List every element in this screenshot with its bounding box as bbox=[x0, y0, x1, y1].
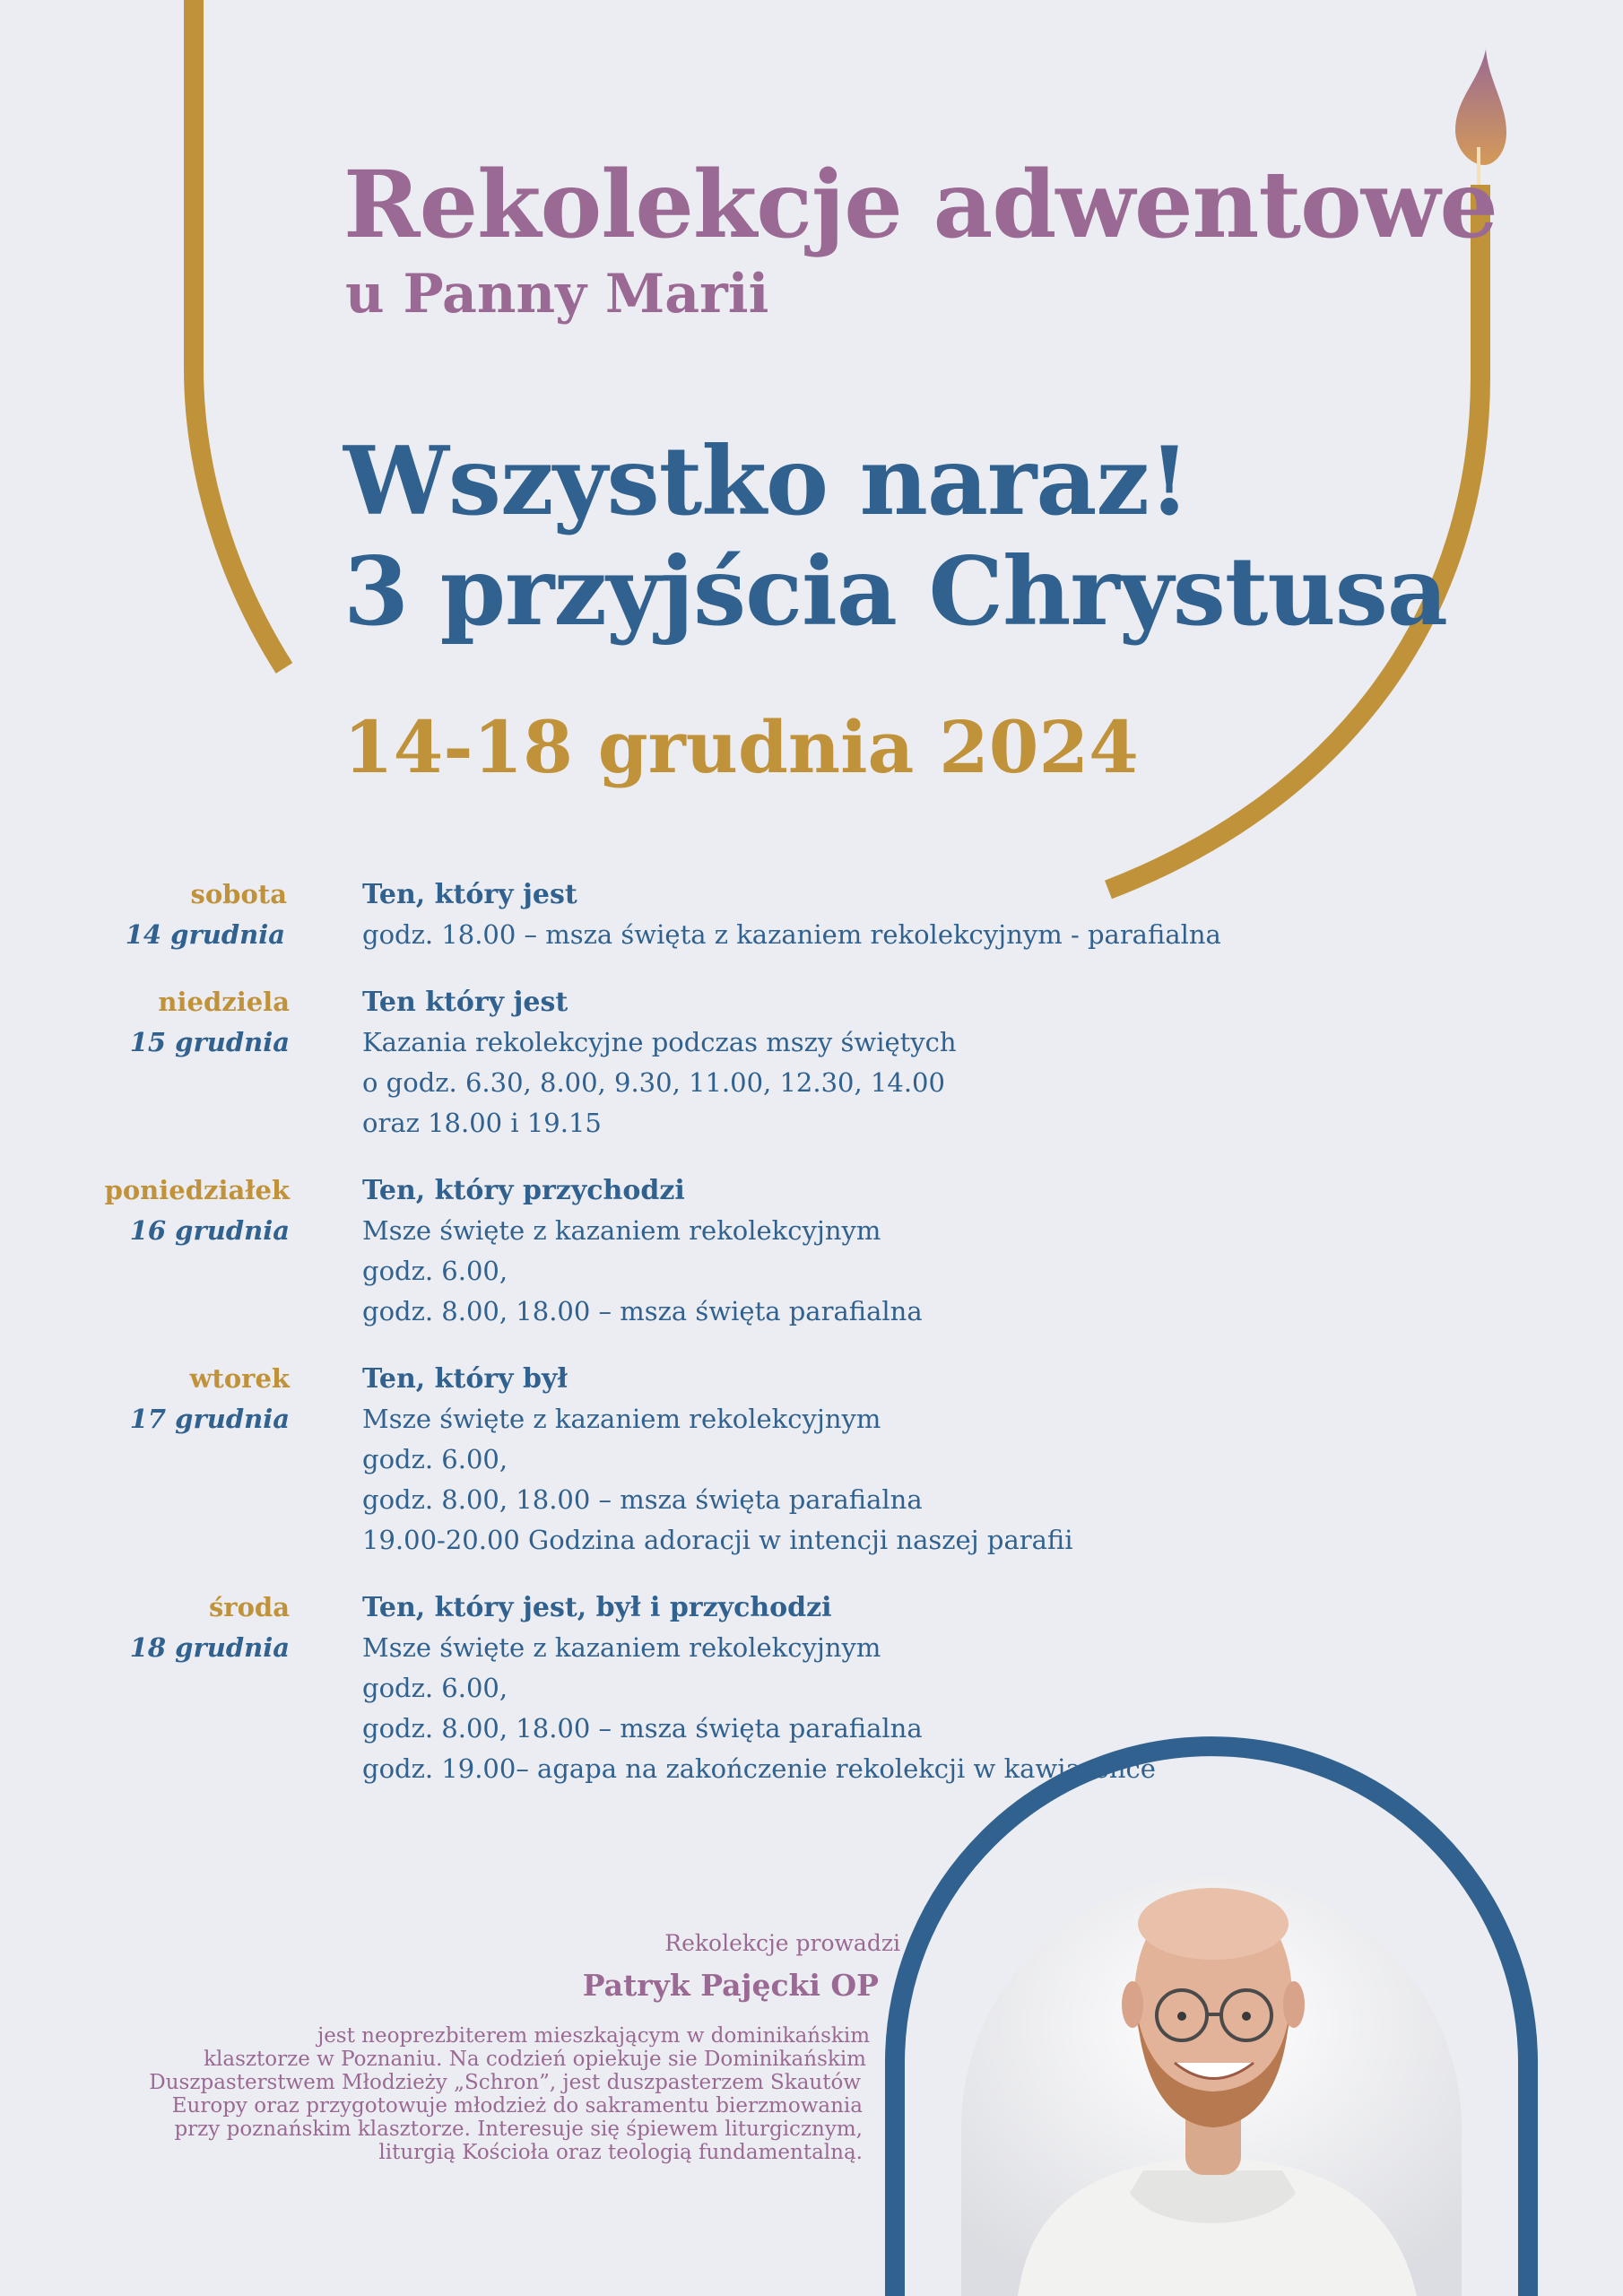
page-subtitle: u Panny Marii bbox=[345, 263, 769, 326]
event-line: godz. 6.00, bbox=[362, 1444, 508, 1474]
event-line: Msze święte z kazaniem rekolekcyjnym bbox=[362, 1404, 881, 1434]
event-line: godz. 19.00– agapa na zakończenie rekolekcji w kawiarence bbox=[362, 1753, 1156, 1784]
day-date: 15 grudnia bbox=[129, 1027, 290, 1057]
page-title: Rekolekcje adwentowe bbox=[343, 151, 1497, 259]
event-title: Ten, który jest, był i przychodzi bbox=[362, 1592, 832, 1623]
schedule-day bbox=[0, 982, 1623, 1144]
leader-bio bbox=[149, 2024, 870, 2164]
day-date: 18 grudnia bbox=[129, 1632, 290, 1663]
day-name: środa bbox=[208, 1592, 290, 1622]
day-name: sobota bbox=[190, 879, 287, 909]
day-date: 17 grudnia bbox=[129, 1404, 290, 1434]
left-gold-arc bbox=[194, 0, 284, 668]
day-name: poniedziałek bbox=[104, 1175, 290, 1205]
schedule-day bbox=[0, 1170, 1623, 1332]
schedule-day bbox=[0, 1359, 1623, 1561]
theme-line-1: Wszystko naraz! bbox=[343, 425, 1190, 536]
event-title: Ten, który był bbox=[362, 1363, 568, 1395]
event-line: Kazania rekolekcyjne podczas mszy świętych bbox=[362, 1027, 957, 1057]
event-title: Ten, który jest bbox=[362, 879, 577, 910]
event-line: godz. 6.00, bbox=[362, 1256, 508, 1286]
bio-line: klasztorze w Poznaniu. Na codzień opiekuje sie Dominikańskim bbox=[204, 2048, 866, 2071]
day-date: 16 grudnia bbox=[129, 1215, 290, 1246]
event-line: Msze święte z kazaniem rekolekcyjnym bbox=[362, 1215, 881, 1246]
leader-label: Rekolekcje prowadzi bbox=[664, 1930, 900, 1956]
leader-name: Patryk Pajęcki OP bbox=[582, 1968, 879, 2003]
event-line: 19.00-20.00 Godzina adoracji w intencji naszej parafii bbox=[362, 1525, 1073, 1555]
bio-line: przy poznańskim klasztorze. Interesuje się śpiewem liturgicznym, bbox=[174, 2118, 863, 2141]
day-date: 14 grudnia bbox=[125, 919, 285, 950]
day-name: wtorek bbox=[189, 1363, 290, 1394]
event-line: godz. 8.00, 18.00 – msza święta parafialna bbox=[362, 1713, 923, 1744]
event-line: godz. 18.00 – msza święta z kazaniem rekolekcyjnym - parafialna bbox=[362, 919, 1221, 950]
schedule bbox=[0, 874, 1623, 1789]
bio-line: Europy oraz przygotowuje młodzież do sakramentu bierzmowania bbox=[171, 2094, 863, 2118]
schedule-day bbox=[0, 1587, 1623, 1789]
event-line: o godz. 6.30, 8.00, 9.30, 11.00, 12.30, 14.00 bbox=[362, 1067, 945, 1098]
event-line: godz. 6.00, bbox=[362, 1673, 508, 1703]
day-name: niedziela bbox=[158, 987, 290, 1017]
event-title: Ten który jest bbox=[362, 987, 568, 1018]
event-line: oraz 18.00 i 19.15 bbox=[362, 1108, 602, 1138]
bio-line: liturgią Kościoła oraz teologią fundamentalną. bbox=[378, 2141, 863, 2164]
bio-line: jest neoprezbiterem mieszkającym w dominikańskim bbox=[317, 2024, 870, 2048]
theme-line-2: 3 przyjścia Chrystusa bbox=[343, 535, 1447, 647]
event-dates: 14-18 grudnia 2024 bbox=[343, 705, 1139, 789]
bio-line: Duszpasterstwem Młodzieży „Schron”, jest duszpasterzem Skautów bbox=[149, 2071, 861, 2094]
event-title: Ten, który przychodzi bbox=[362, 1175, 685, 1206]
schedule-day bbox=[0, 874, 1623, 955]
event-line: godz. 8.00, 18.00 – msza święta parafialna bbox=[362, 1296, 923, 1326]
event-line: godz. 8.00, 18.00 – msza święta parafialna bbox=[362, 1484, 923, 1515]
event-line: Msze święte z kazaniem rekolekcyjnym bbox=[362, 1632, 881, 1663]
